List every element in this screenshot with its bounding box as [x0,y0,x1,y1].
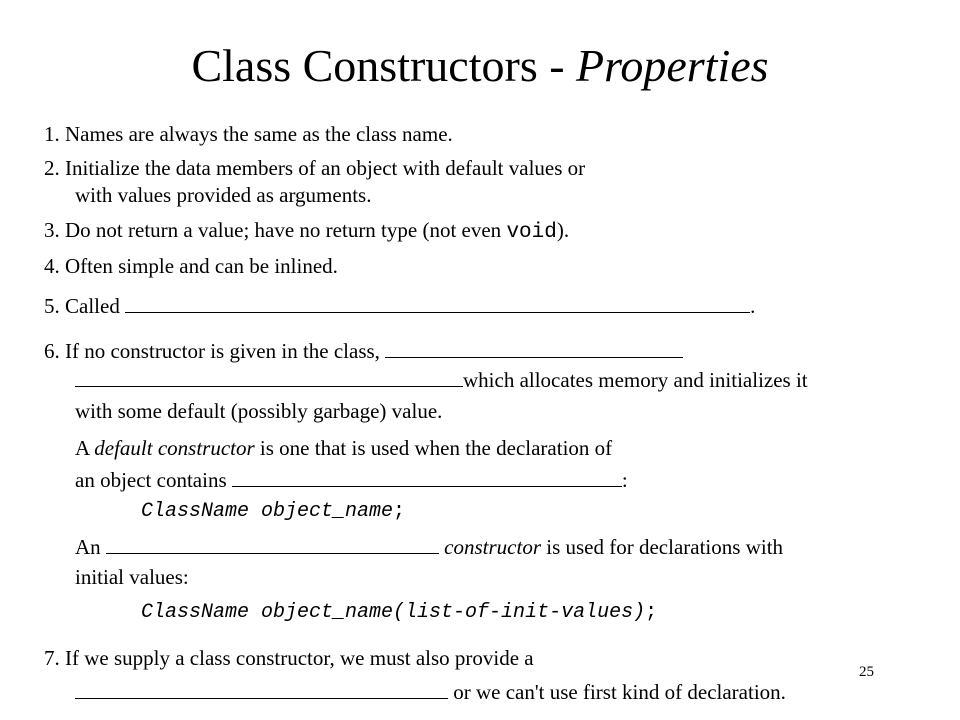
item-6-line-2 [75,366,808,393]
default-ctor-c: is one that is used when the declaration of [254,436,613,460]
default-ctor-line-2 [75,466,628,493]
default-ctor-blank [232,466,622,487]
item-3 [44,217,569,246]
explicit-ctor-line-2: initial values: [75,565,189,589]
default-ctor-d: an object contains [75,468,227,492]
item-5 [44,292,755,319]
item-6-line-1 [44,337,683,364]
item-6-blank-1 [385,337,683,358]
explicit-ctor-c: is used for declarations with [541,535,784,559]
code-example-2-text: ClassName object_name(list-of-init-values) [141,601,646,624]
default-ctor-e: : [621,468,628,492]
code-example-1 [141,499,405,525]
item-4: 4. Often simple and can be inlined. [44,254,338,278]
slide-title-main: Class Constructors - [191,40,577,91]
item-5-pre: 5. Called [44,294,120,318]
default-ctor-line-1 [75,435,612,461]
item-6-mid: which allocates memory and initializes it [463,368,808,392]
item-2-line-2: with values provided as arguments. [75,183,372,207]
item-3-post: ). [556,218,570,242]
item-6-line-3: with some default (possibly garbage) value. [75,399,443,423]
explicit-ctor-line-1 [75,533,783,560]
code-example-1-text: ClassName object_name [141,500,394,523]
slide-title-italic: Properties [576,40,769,91]
code-example-1-semicolon: ; [393,500,406,523]
item-1: 1. Names are always the same as the class name. [44,122,453,146]
item-7-line-1: 7. If we supply a class constructor, we must also provide a [44,646,534,670]
item-6-blank-2 [75,366,463,387]
item-6-pre: 6. If no constructor is given in the class, [44,339,380,363]
item-5-blank [125,292,750,313]
code-example-2-semicolon: ; [645,601,658,624]
slide-title [0,38,960,94]
item-7-post: or we can't use first kind of declaration. [453,680,786,704]
item-3-pre: 3. Do not return a value; have no return type (not even [44,218,507,242]
item-7-line-2 [75,678,786,705]
item-5-post: . [750,294,756,318]
item-7-blank [75,678,448,699]
item-3-code: void [506,221,557,244]
explicit-ctor-term: constructor [444,535,541,559]
item-2-line-1: 2. Initialize the data members of an object with default values or [44,156,586,180]
default-ctor-term: default constructor [94,436,255,460]
explicit-ctor-a: An [75,535,101,559]
code-example-2 [141,600,657,626]
page-number: 25 [859,664,874,680]
default-ctor-a: A [75,436,95,460]
explicit-ctor-blank [106,533,439,554]
